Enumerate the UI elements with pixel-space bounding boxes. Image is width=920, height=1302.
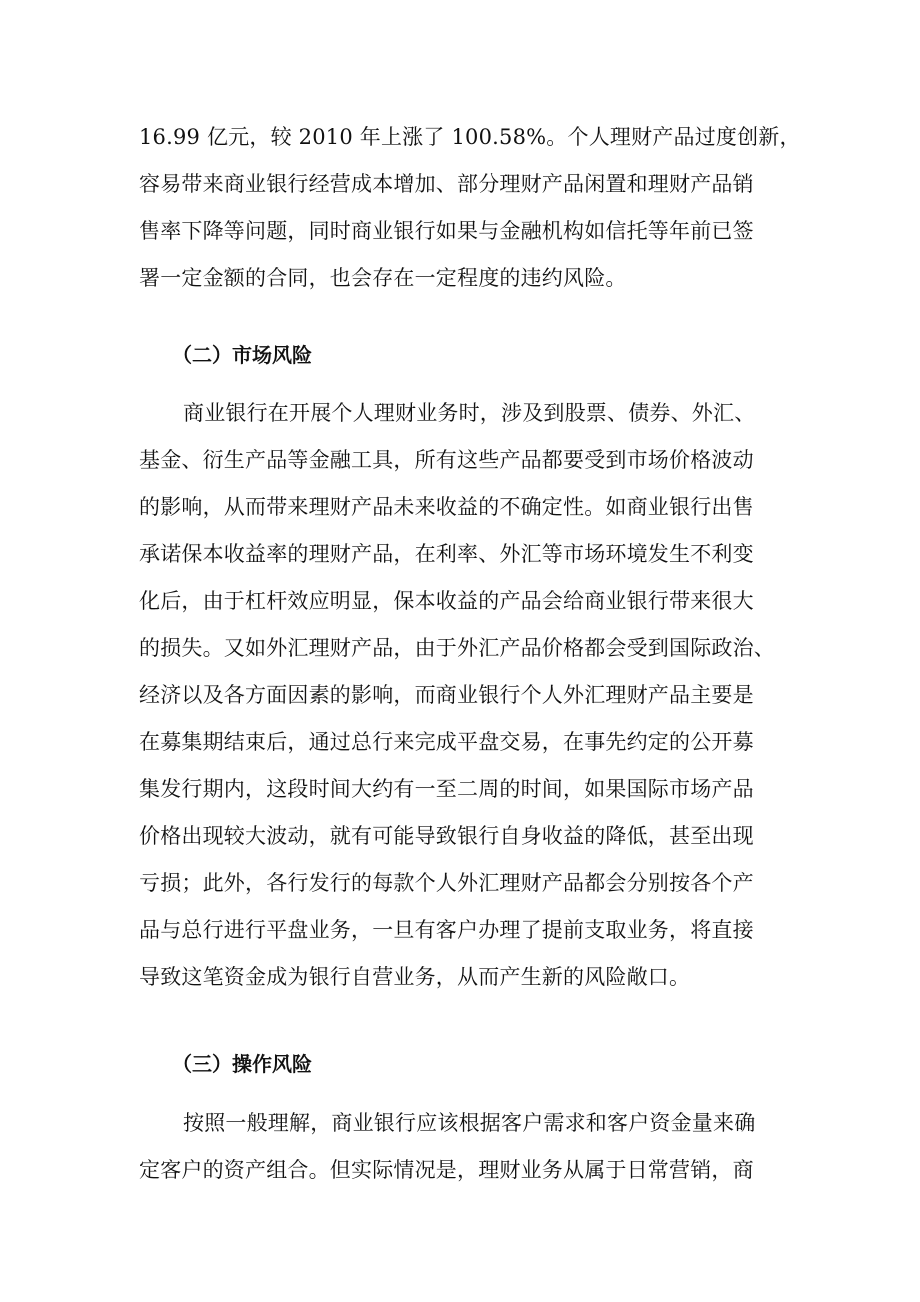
paragraph-line: 16.99 亿元，较 2010 年上涨了 100.58%。个人理财产品过度创新， bbox=[139, 125, 801, 149]
paragraph-line: 承诺保本收益率的理财产品，在利率、外汇等市场环境发生不利变 bbox=[139, 542, 754, 566]
paragraph-line: 按照一般理解，商业银行应该根据客户需求和客户资金量来确 bbox=[183, 1111, 756, 1135]
paragraph-line: 集发行期内，这段时间大约有一至二周的时间，如果国际市场产品 bbox=[139, 777, 754, 801]
paragraph-line: 容易带来商业银行经营成本增加、部分理财产品闲置和理财产品销 bbox=[139, 172, 754, 196]
paragraph-line: 在募集期结束后，通过总行来完成平盘交易，在事先约定的公开募 bbox=[139, 730, 754, 754]
paragraph-line: 署一定金额的合同，也会存在一定程度的违约风险。 bbox=[139, 266, 627, 290]
section-heading-operational-risk: （三）操作风险 bbox=[172, 1052, 312, 1076]
section-heading-market-risk: （二）市场风险 bbox=[172, 343, 312, 367]
paragraph-line: 价格出现较大波动，就有可能导致银行自身收益的降低，甚至出现 bbox=[139, 824, 754, 848]
paragraph-line: 的影响，从而带来理财产品未来收益的不确定性。如商业银行出售 bbox=[139, 495, 754, 519]
paragraph-line: 基金、衍生产品等金融工具，所有这些产品都要受到市场价格波动 bbox=[139, 448, 754, 472]
paragraph-line: 品与总行进行平盘业务，一旦有客户办理了提前支取业务，将直接 bbox=[139, 918, 754, 942]
paragraph-line: 亏损；此外，各行发行的每款个人外汇理财产品都会分别按各个产 bbox=[139, 871, 754, 895]
paragraph-line: 定客户的资产组合。但实际情况是，理财业务从属于日常营销，商 bbox=[139, 1158, 754, 1182]
paragraph-line: 化后，由于杠杆效应明显，保本收益的产品会给商业银行带来很大 bbox=[139, 589, 754, 613]
paragraph-line: 售率下降等问题，同时商业银行如果与金融机构如信托等年前已签 bbox=[139, 219, 754, 243]
paragraph-line: 经济以及各方面因素的影响，而商业银行个人外汇理财产品主要是 bbox=[139, 683, 754, 707]
paragraph-line: 导致这笔资金成为银行自营业务，从而产生新的风险敞口。 bbox=[139, 965, 691, 989]
paragraph-line: 商业银行在开展个人理财业务时，涉及到股票、债券、外汇、 bbox=[183, 401, 756, 425]
paragraph-line: 的损失。又如外汇理财产品，由于外汇产品价格都会受到国际政治、 bbox=[139, 636, 775, 660]
